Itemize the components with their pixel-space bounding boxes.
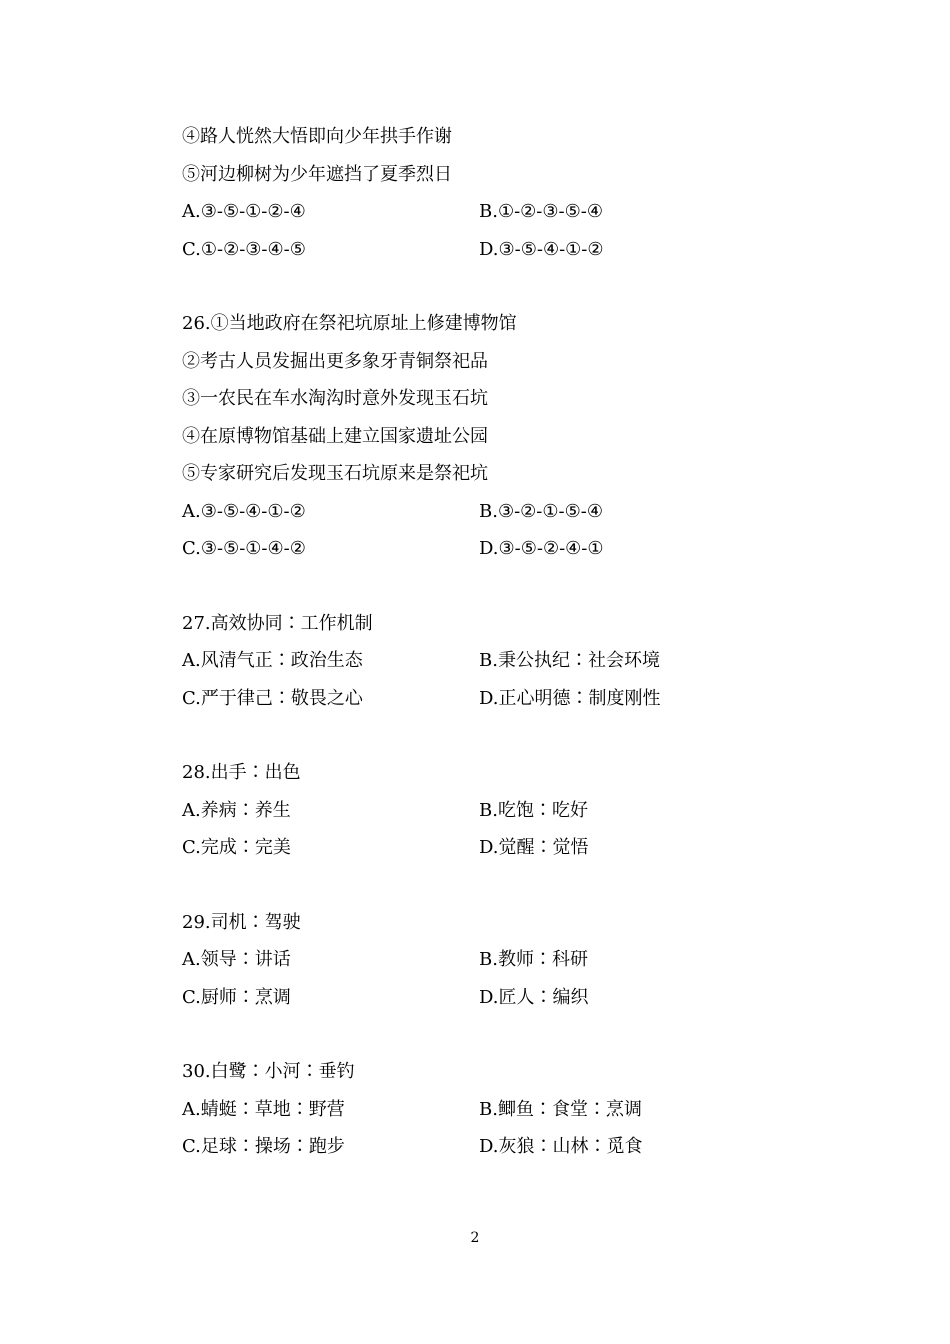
q27-option-c: C.严于律己∶敬畏之心 xyxy=(182,687,363,709)
q28-option-d: D.觉醒∶觉悟 xyxy=(479,837,589,858)
q25-option-b: B.①-②-③-⑤-④ xyxy=(479,201,603,222)
q26-item-3: ③一农民在车水淘沟时意外发现玉石坑 xyxy=(182,388,488,409)
q26-option-c: C.③-⑤-①-④-② xyxy=(182,538,306,559)
q26-option-a: A.③-⑤-④-①-② xyxy=(182,500,306,522)
q27-options-row-2 xyxy=(182,680,782,718)
q26-item-4: ④在原博物馆基础上建立国家遗址公园 xyxy=(182,425,488,447)
q25-option-a: A.③-⑤-①-②-④ xyxy=(182,201,306,222)
spacer xyxy=(182,717,782,754)
q27-option-a: A.风清气正∶政治生态 xyxy=(182,650,363,671)
q26-option-d: D.③-⑤-②-④-① xyxy=(479,538,604,559)
q25-item-4: ④路人恍然大悟即向少年拱手作谢 xyxy=(182,126,452,147)
q30-option-c: C.足球∶操场∶跑步 xyxy=(182,1136,345,1157)
spacer xyxy=(182,268,782,305)
q29-option-d: D.匠人∶编织 xyxy=(479,986,589,1008)
spacer xyxy=(182,867,782,904)
q25-item-5: ⑤河边柳树为少年遮挡了夏季烈日 xyxy=(182,163,452,185)
q30-option-b: B.鲫鱼∶食堂∶烹调 xyxy=(479,1098,642,1120)
q30-options-row-2 xyxy=(182,1128,782,1166)
spacer xyxy=(182,1016,782,1053)
page-number: 2 xyxy=(470,1230,480,1246)
q28-option-a: A.养病∶养生 xyxy=(182,799,291,821)
q26-options-row-1 xyxy=(182,493,782,531)
q30-option-a: A.蜻蜓∶草地∶野营 xyxy=(182,1098,345,1120)
q30-stem: 30.白鹭∶小河∶垂钓 xyxy=(182,1061,355,1082)
q27-options-row-1 xyxy=(182,642,782,680)
page-content xyxy=(182,118,782,1166)
q26-stem: 26.①当地政府在祭祀坑原址上修建博物馆 xyxy=(182,313,517,334)
spacer xyxy=(182,568,782,605)
q28-option-b: B.吃饱∶吃好 xyxy=(479,799,588,821)
q25-option-c: C.①-②-③-④-⑤ xyxy=(182,238,306,260)
q29-option-a: A.领导∶讲话 xyxy=(182,949,291,970)
q26-item-2: ②考古人员发掘出更多象牙青铜祭祀品 xyxy=(182,350,488,372)
q28-options-row-1 xyxy=(182,792,782,830)
q26-item-5: ⑤专家研究后发现玉石坑原来是祭祀坑 xyxy=(182,463,488,484)
q27-stem: 27.高效协同∶工作机制 xyxy=(182,612,373,634)
q29-option-c: C.厨师∶烹调 xyxy=(182,986,291,1008)
q25-options-row-1 xyxy=(182,193,782,231)
q28-options-row-2 xyxy=(182,829,782,867)
q27-option-b: B.秉公执纪∶社会环境 xyxy=(479,650,660,671)
q28-stem: 28.出手∶出色 xyxy=(182,762,301,783)
q30-option-d: D.灰狼∶山林∶觅食 xyxy=(479,1136,643,1157)
q29-options-row-2 xyxy=(182,979,782,1017)
q30-options-row-1 xyxy=(182,1091,782,1129)
q25-option-d: D.③-⑤-④-①-② xyxy=(479,238,604,260)
q26-options-row-2 xyxy=(182,530,782,568)
q25-options-row-2 xyxy=(182,231,782,269)
q29-stem: 29.司机∶驾驶 xyxy=(182,911,301,933)
q27-option-d: D.正心明德∶制度刚性 xyxy=(479,687,661,709)
q29-options-row-1 xyxy=(182,941,782,979)
q29-option-b: B.教师∶科研 xyxy=(479,949,588,970)
q26-option-b: B.③-②-①-⑤-④ xyxy=(479,500,603,522)
q28-option-c: C.完成∶完美 xyxy=(182,837,291,858)
